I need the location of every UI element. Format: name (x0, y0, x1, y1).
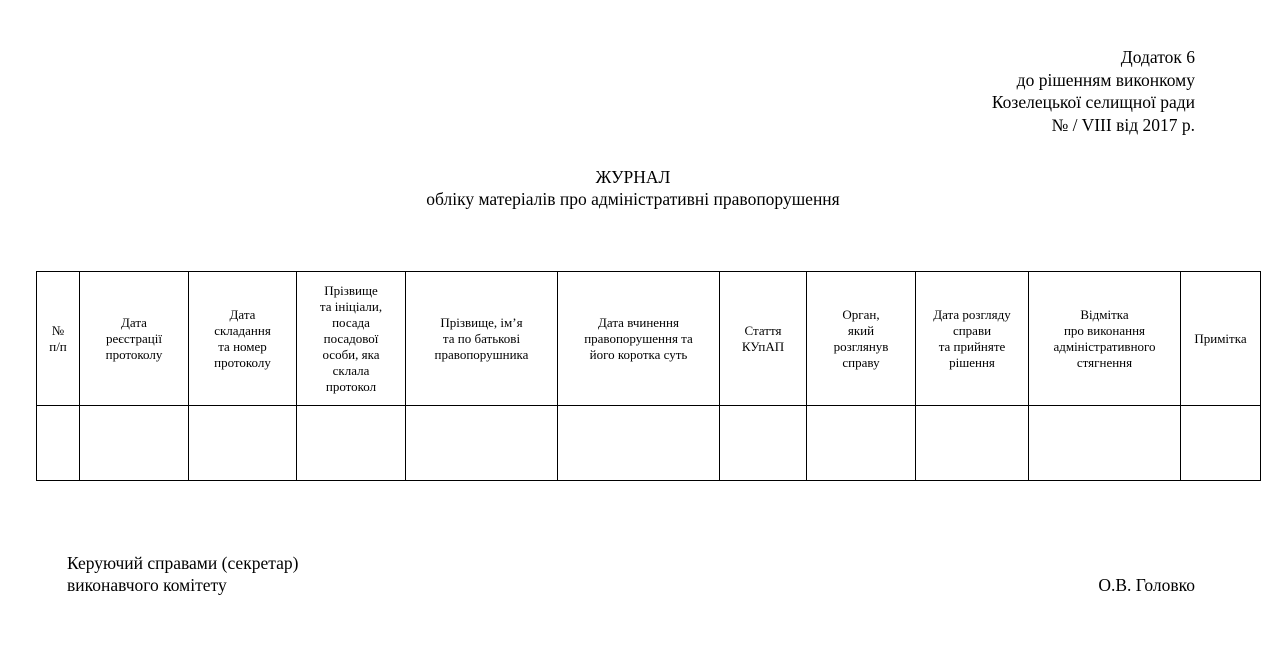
document-subtitle: обліку матеріалів про адміністративні правопорушення (426, 189, 840, 209)
document-title: ЖУРНАЛ (595, 167, 671, 187)
journal-table (36, 271, 1261, 481)
appendix-block (992, 46, 1195, 136)
table-cell (297, 406, 406, 481)
column-header-offender-name: Прізвище, ім’я та по батькові правопорушника (406, 272, 558, 406)
appendix-decision-line: до рішенням виконкому (1016, 69, 1195, 90)
signature-position (67, 552, 298, 596)
table-cell (1181, 406, 1261, 481)
table-cell (80, 406, 189, 481)
column-header-official: Прізвище та ініціали, посада посадової особи, яка склала протокол (297, 272, 406, 406)
column-header-number: № п/п (37, 272, 80, 406)
column-header-execution-note: Відмітка про виконання адміністративного стягнення (1029, 272, 1181, 406)
column-header-reviewing-body: Орган, який розглянув справу (807, 272, 916, 406)
column-header-review-date-decision: Дата розгляду справи та прийняте рішення (916, 272, 1029, 406)
table-cell (807, 406, 916, 481)
column-header-article: Стаття КУпАП (720, 272, 807, 406)
table-cell (189, 406, 297, 481)
table-cell (37, 406, 80, 481)
column-header-remark: Примітка (1181, 272, 1261, 406)
table-cell (406, 406, 558, 481)
position-title: Керуючий справами (секретар) (67, 553, 299, 573)
table-cell (916, 406, 1029, 481)
table-cell (558, 406, 720, 481)
appendix-number: Додаток 6 (1120, 47, 1195, 67)
table-cell (1029, 406, 1181, 481)
position-committee: виконавчого комітету (67, 575, 227, 595)
table-cell (720, 406, 807, 481)
column-header-protocol-date-number: Дата складання та номер протоколу (189, 272, 297, 406)
column-header-registration-date: Дата реєстрації протоколу (80, 272, 189, 406)
signer-name: О.В. Головко (1098, 575, 1195, 595)
table-row (37, 406, 1261, 481)
column-header-offense-date-summary: Дата вчинення правопорушення та його коротка суть (558, 272, 720, 406)
appendix-council-line: Козелецької селищної ради (991, 92, 1195, 112)
document-heading (0, 166, 1266, 210)
appendix-reference-line: № / VIII від 2017 р. (1051, 114, 1195, 135)
table-header-row (37, 272, 1261, 406)
